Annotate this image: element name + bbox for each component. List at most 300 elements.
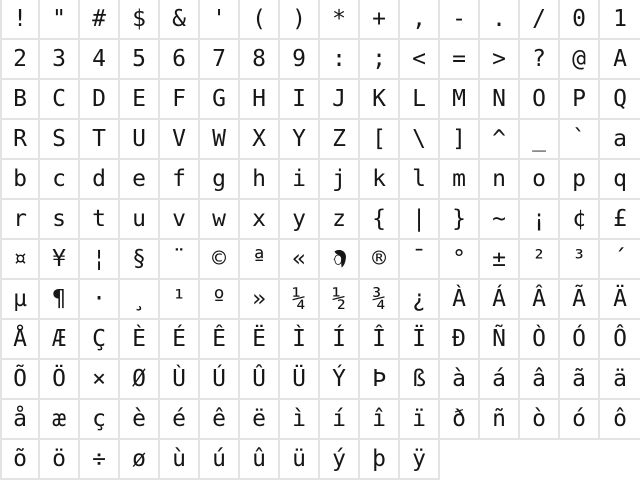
glyph-cell[interactable] [320,280,360,320]
glyph-cell[interactable] [80,400,120,440]
glyph: Ê [212,325,226,352]
glyph-cell[interactable] [200,200,240,240]
glyph: y [292,205,306,232]
glyph: Ö [52,365,66,392]
glyph: > [492,45,506,72]
glyph-cell[interactable] [40,40,80,80]
glyph-cell[interactable] [240,320,280,360]
glyph: ¯ [412,245,426,272]
glyph: 2 [13,45,27,72]
glyph: J [332,85,346,112]
glyph-cell[interactable] [600,280,640,320]
glyph-cell[interactable] [200,360,240,400]
glyph-cell[interactable] [360,0,400,40]
glyph: ñ [492,405,506,432]
glyph: 7 [212,45,226,72]
glyph: L [412,85,426,112]
glyph: Q [613,85,627,112]
glyph-cell[interactable] [160,120,200,160]
glyph-cell[interactable] [240,440,280,480]
glyph-cell[interactable] [160,320,200,360]
glyph-cell[interactable] [280,440,320,480]
glyph-cell[interactable] [40,400,80,440]
glyph: 0 [572,5,586,32]
glyph: 6 [172,45,186,72]
glyph: ' [212,5,226,32]
glyph: õ [13,445,27,472]
glyph-cell[interactable] [0,200,40,240]
glyph-cell[interactable] [480,400,520,440]
glyph: m [452,165,466,192]
glyph-cell[interactable] [80,80,120,120]
glyph: B [13,85,27,112]
glyph-cell[interactable] [320,160,360,200]
glyph: h [252,165,266,192]
glyph: & [172,5,186,32]
glyph-cell[interactable] [200,80,240,120]
glyph: $ [132,5,146,32]
glyph-cell[interactable] [0,320,40,360]
glyph: æ [52,405,66,432]
glyph: û [252,445,266,472]
glyph: Õ [13,365,27,392]
glyph: T [92,125,106,152]
glyph: É [172,325,186,352]
glyph-cell[interactable] [280,40,320,80]
glyph: Û [252,365,266,392]
glyph: j [332,165,346,192]
glyph-cell[interactable] [400,280,440,320]
glyph: X [252,125,266,152]
glyph-cell[interactable] [440,240,480,280]
empty-cell [600,440,640,480]
glyph: Î [372,325,386,352]
glyph: Ù [172,365,186,392]
glyph-cell[interactable] [40,200,80,240]
glyph: ç [92,405,106,432]
glyph: M [452,85,466,112]
glyph-cell[interactable] [200,40,240,80]
glyph-cell[interactable] [600,120,640,160]
glyph-cell[interactable] [440,320,480,360]
glyph: E [132,85,146,112]
glyph-cell[interactable] [280,200,320,240]
glyph: { [372,205,386,232]
glyph-cell[interactable] [600,160,640,200]
glyph: W [212,125,226,152]
glyph: F [172,85,186,112]
glyph-cell[interactable] [0,40,40,80]
glyph-cell[interactable] [520,80,560,120]
glyph-cell[interactable] [520,120,560,160]
glyph-cell[interactable] [360,160,400,200]
glyph: 3 [52,45,66,72]
glyph: ß [412,365,426,392]
glyph-cell[interactable] [440,280,480,320]
glyph: ^ [492,125,506,152]
glyph: £ [613,205,627,232]
glyph-cell[interactable] [400,200,440,240]
glyph: î [372,405,386,432]
glyph: U [132,125,146,152]
glyph: ? [532,45,546,72]
glyph: | [412,205,426,232]
glyph: ; [372,45,386,72]
glyph-cell[interactable] [360,80,400,120]
glyph-cell[interactable] [40,360,80,400]
glyph-cell[interactable] [320,0,360,40]
glyph-cell[interactable] [400,80,440,120]
glyph-cell[interactable] [360,120,400,160]
glyph: x [252,205,266,232]
glyph: ÿ [412,445,426,472]
glyph-cell[interactable] [280,400,320,440]
face-icon [330,249,348,270]
glyph: Æ [52,325,66,352]
glyph-cell[interactable] [600,400,640,440]
glyph-cell[interactable] [0,360,40,400]
glyph: Ì [292,325,306,352]
glyph-cell[interactable] [40,240,80,280]
glyph-cell[interactable] [120,160,160,200]
glyph-cell[interactable] [600,320,640,360]
glyph-cell[interactable] [400,160,440,200]
glyph: ¡ [532,205,546,232]
glyph-cell[interactable] [360,400,400,440]
glyph: = [452,45,466,72]
glyph-cell[interactable] [480,160,520,200]
glyph: @ [572,45,586,72]
glyph-cell[interactable] [560,400,600,440]
glyph: ¾ [372,285,386,312]
glyph-cell[interactable] [40,160,80,200]
glyph-cell[interactable] [440,40,480,80]
glyph-cell[interactable] [480,120,520,160]
glyph-cell[interactable] [520,360,560,400]
glyph-cell[interactable] [160,400,200,440]
glyph-cell[interactable] [480,40,520,80]
glyph-cell[interactable] [560,120,600,160]
glyph-cell[interactable] [600,240,640,280]
glyph: A [613,45,627,72]
glyph: Â [532,285,546,312]
glyph: ) [292,5,306,32]
glyph-cell[interactable] [480,80,520,120]
glyph-cell[interactable] [160,80,200,120]
glyph-cell[interactable] [440,120,480,160]
glyph: 5 [132,45,146,72]
glyph-cell[interactable] [40,320,80,360]
glyph-cell[interactable] [240,240,280,280]
glyph-cell[interactable] [520,320,560,360]
glyph-cell[interactable] [320,240,360,280]
glyph: ã [572,365,586,392]
glyph-cell[interactable] [0,160,40,200]
glyph: f [172,165,186,192]
glyph-cell[interactable] [440,400,480,440]
glyph: P [572,85,586,112]
glyph: ë [252,405,266,432]
glyph-cell[interactable] [160,360,200,400]
glyph-cell[interactable] [320,40,360,80]
glyph-cell[interactable] [0,120,40,160]
glyph-cell[interactable] [560,360,600,400]
glyph-cell[interactable] [80,200,120,240]
glyph: w [212,205,226,232]
glyph-cell[interactable] [160,280,200,320]
glyph-cell[interactable] [40,120,80,160]
glyph-cell[interactable] [320,200,360,240]
glyph: r [13,205,27,232]
glyph: Ô [613,325,627,352]
glyph-cell[interactable] [320,360,360,400]
glyph: : [332,45,346,72]
glyph-cell[interactable] [0,400,40,440]
glyph-cell[interactable] [80,120,120,160]
glyph-cell[interactable] [160,40,200,80]
glyph-cell[interactable] [240,120,280,160]
glyph: + [372,5,386,32]
glyph-cell[interactable] [160,0,200,40]
glyph-cell[interactable] [560,280,600,320]
glyph: ¥ [52,245,66,272]
glyph-cell[interactable] [120,400,160,440]
glyph: ý [332,445,346,472]
glyph-cell[interactable] [200,0,240,40]
glyph: ¼ [292,285,306,312]
glyph: ì [292,405,306,432]
glyph-cell[interactable] [120,80,160,120]
glyph: è [132,405,146,432]
glyph-cell[interactable] [560,240,600,280]
glyph-cell[interactable] [520,240,560,280]
glyph-cell[interactable] [320,320,360,360]
glyph-cell[interactable] [40,0,80,40]
glyph: i [292,165,306,192]
glyph-cell[interactable] [320,400,360,440]
glyph-cell[interactable] [320,440,360,480]
glyph-cell[interactable] [80,440,120,480]
glyph-cell[interactable] [240,400,280,440]
glyph-cell[interactable] [440,80,480,120]
glyph: â [532,365,546,392]
glyph-cell[interactable] [240,0,280,40]
glyph-cell[interactable] [40,280,80,320]
glyph-cell[interactable] [400,440,440,480]
glyph-cell[interactable] [480,200,520,240]
glyph: Ï [412,325,426,352]
glyph-cell[interactable] [360,320,400,360]
glyph-cell[interactable] [560,40,600,80]
glyph-cell[interactable] [0,80,40,120]
glyph-cell[interactable] [480,240,520,280]
glyph-cell[interactable] [120,200,160,240]
glyph: ! [13,5,27,32]
glyph-cell[interactable] [480,0,520,40]
glyph-cell[interactable] [600,40,640,80]
glyph-cell[interactable] [280,280,320,320]
glyph-cell[interactable] [200,440,240,480]
glyph-cell[interactable] [160,160,200,200]
glyph-cell[interactable] [240,280,280,320]
glyph-cell[interactable] [360,280,400,320]
glyph: Ç [92,325,106,352]
glyph-cell[interactable] [80,0,120,40]
glyph: Í [332,325,346,352]
glyph: 4 [92,45,106,72]
glyph-cell[interactable] [120,360,160,400]
glyph: } [452,205,466,232]
glyph-cell[interactable] [280,80,320,120]
glyph-cell[interactable] [120,440,160,480]
glyph-cell[interactable] [200,400,240,440]
glyph-cell[interactable] [440,160,480,200]
glyph-cell[interactable] [160,440,200,480]
glyph-cell[interactable] [280,120,320,160]
glyph-cell[interactable] [520,400,560,440]
glyph: H [252,85,266,112]
glyph-cell[interactable] [120,320,160,360]
glyph: ö [52,445,66,472]
glyph-cell[interactable] [80,360,120,400]
glyph-cell[interactable] [440,0,480,40]
glyph: Ë [252,325,266,352]
glyph: o [532,165,546,192]
glyph-cell[interactable] [520,160,560,200]
glyph-cell[interactable] [280,320,320,360]
glyph-cell[interactable] [280,0,320,40]
glyph-cell[interactable] [360,360,400,400]
glyph-cell[interactable] [240,200,280,240]
glyph-cell[interactable] [560,0,600,40]
glyph-cell[interactable] [360,200,400,240]
glyph-cell[interactable] [280,240,320,280]
glyph-cell[interactable] [600,80,640,120]
glyph-cell[interactable] [80,40,120,80]
glyph-cell[interactable] [600,0,640,40]
glyph-cell[interactable] [360,440,400,480]
glyph: ¢ [572,205,586,232]
glyph-cell[interactable] [80,160,120,200]
glyph-cell[interactable] [400,0,440,40]
glyph-cell[interactable] [120,240,160,280]
glyph-cell[interactable] [400,320,440,360]
glyph-cell[interactable] [240,80,280,120]
glyph-cell[interactable] [0,240,40,280]
glyph-cell[interactable] [560,80,600,120]
glyph-cell[interactable] [200,120,240,160]
glyph: à [452,365,466,392]
glyph-cell[interactable] [200,320,240,360]
glyph-cell[interactable] [520,280,560,320]
glyph-cell[interactable] [80,280,120,320]
glyph-cell[interactable] [400,120,440,160]
glyph-cell[interactable] [400,360,440,400]
glyph: c [52,165,66,192]
glyph: ° [452,245,466,272]
glyph-cell[interactable] [240,40,280,80]
empty-cell [480,440,520,480]
glyph-cell[interactable] [360,240,400,280]
glyph: g [212,165,226,192]
glyph-cell[interactable] [560,200,600,240]
glyph: Z [332,125,346,152]
glyph-cell[interactable] [120,40,160,80]
glyph-cell[interactable] [120,0,160,40]
glyph-cell[interactable] [80,320,120,360]
glyph-cell[interactable] [400,40,440,80]
glyph: ´ [613,245,627,272]
empty-cell [560,440,600,480]
glyph-cell[interactable] [160,200,200,240]
glyph-cell[interactable] [240,360,280,400]
glyph-cell[interactable] [40,80,80,120]
glyph-cell[interactable] [0,280,40,320]
glyph-cell[interactable] [40,440,80,480]
glyph: » [252,285,266,312]
glyph: d [92,165,106,192]
glyph: Ò [532,325,546,352]
glyph: ¨ [172,245,186,272]
glyph: À [452,285,466,312]
glyph: S [52,125,66,152]
glyph-cell[interactable] [520,200,560,240]
glyph: p [572,165,586,192]
glyph-cell[interactable] [560,160,600,200]
glyph-cell[interactable] [200,160,240,200]
glyph: þ [372,445,386,472]
glyph-cell[interactable] [400,240,440,280]
glyph-cell[interactable] [480,360,520,400]
glyph-cell[interactable] [0,0,40,40]
glyph-cell[interactable] [600,200,640,240]
glyph-cell[interactable] [320,80,360,120]
glyph-cell[interactable] [200,240,240,280]
glyph-cell[interactable] [320,120,360,160]
glyph: Ó [572,325,586,352]
glyph-cell[interactable] [120,280,160,320]
glyph: ` [572,125,586,152]
glyph-cell[interactable] [280,160,320,200]
glyph-cell[interactable] [560,320,600,360]
glyph-cell[interactable] [600,360,640,400]
glyph-cell[interactable] [200,280,240,320]
glyph-cell[interactable] [440,200,480,240]
glyph: ê [212,405,226,432]
glyph-cell[interactable] [480,280,520,320]
glyph: N [492,85,506,112]
glyph-cell[interactable] [120,120,160,160]
glyph-cell[interactable] [80,240,120,280]
glyph: ² [532,245,546,272]
glyph-cell[interactable] [480,320,520,360]
glyph: ® [372,245,386,272]
glyph-cell[interactable] [520,40,560,80]
glyph: b [13,165,27,192]
glyph: ð [452,405,466,432]
glyph-cell[interactable] [0,440,40,480]
glyph-cell[interactable] [160,240,200,280]
empty-cell [440,440,480,480]
glyph: Ü [292,365,306,392]
glyph-cell[interactable] [240,160,280,200]
glyph: z [332,205,346,232]
glyph-cell[interactable] [440,360,480,400]
glyph-cell[interactable] [280,360,320,400]
glyph-cell[interactable] [400,400,440,440]
glyph-cell[interactable] [360,40,400,80]
glyph-cell[interactable] [520,0,560,40]
